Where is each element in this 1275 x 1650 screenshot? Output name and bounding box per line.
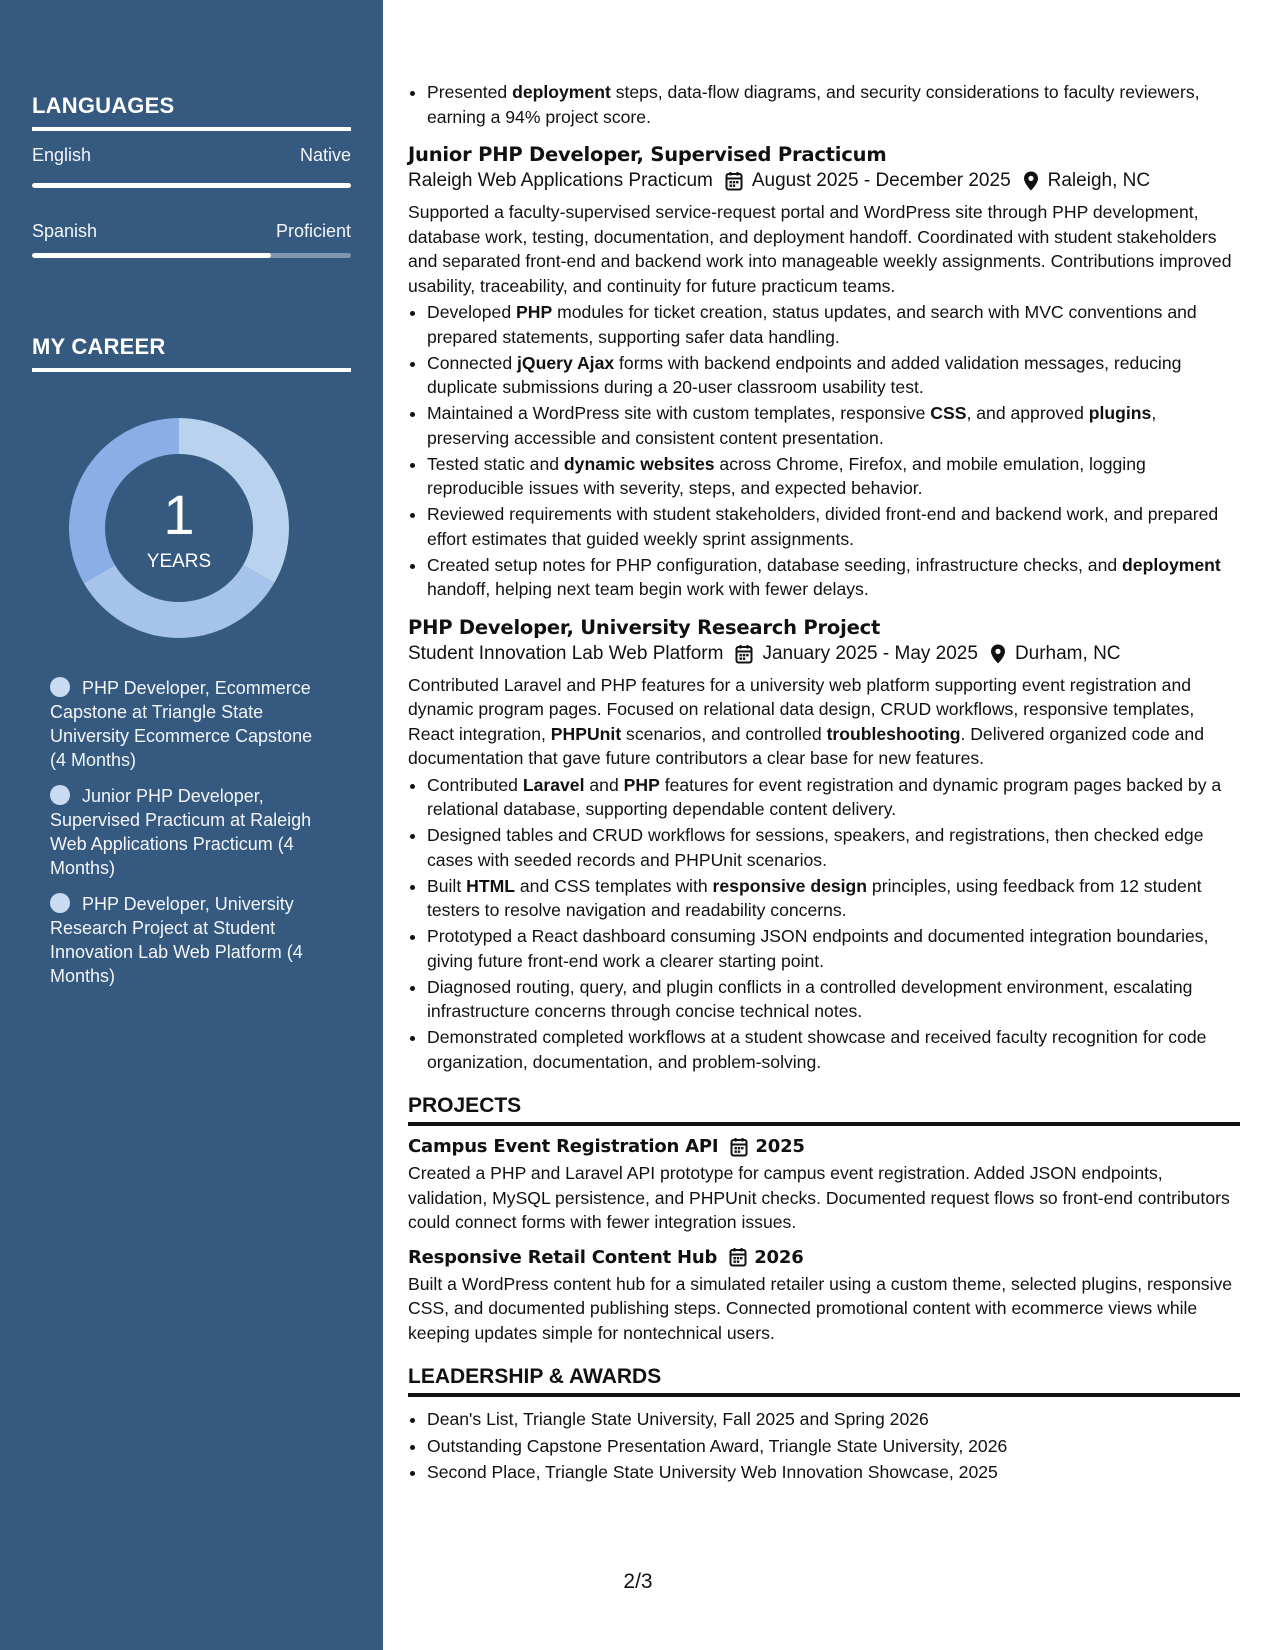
language-level: Proficient [275,221,351,241]
job-dates: January 2025 - May 2025 [762,642,978,664]
language-name: Spanish [32,221,98,241]
job-meta [408,170,1240,192]
bullet-item: • Demonstrated completed workflows at a student showcase and received faculty recognition for code organization, documentation, and problem-solving. [427,1025,1240,1074]
language-bar-english [32,183,351,188]
career-item [50,892,330,988]
project-description: Built a WordPress content hub for a simulated retailer using a custom theme, selected plugins, responsive CSS, and documented publishing steps. Connected promotional content with ecommerce views while keeping updates simple for nontechnical users. [408,1273,1233,1343]
bullet-item: • Contributed Laravel and PHP features for event registration and dynamic program pages backed by a relational database, supporting dependable content delivery. [427,773,1240,822]
language-bar-fill [32,253,271,258]
project-year: 2025 [755,1136,805,1157]
language-level: Native [299,145,351,165]
awards-heading: LEADERSHIP & AWARDS [408,1365,1240,1397]
calendar-icon [729,1247,747,1267]
bullet-item: • Connected jQuery Ajax forms with backend endpoints and added validation messages, reducing duplicate submissions during a 20-user classroom usability test. [427,351,1240,400]
project-title: Responsive Retail Content Hub [408,1246,718,1268]
location-pin-icon [990,644,1006,664]
calendar-icon [725,171,743,191]
career-list [50,676,330,1000]
project-title-row [408,1136,1240,1157]
languages-heading: LANGUAGES [32,93,351,131]
award-item: • Outstanding Capstone Presentation Award, Triangle State University, 2026 [427,1434,1240,1459]
career-item-text: Junior PHP Developer, Supervised Practicum at Raleigh Web Applications Practicum (4 Months) [50,786,312,878]
donut-segment-2 [84,565,275,638]
job-bullets [408,773,1240,1075]
calendar-icon [730,1137,748,1157]
career-item-text: PHP Developer, Ecommerce Capstone at Triangle State University Ecommerce Capstone (4 Months) [50,678,313,770]
career-item [50,784,330,880]
bullet-dot-icon [50,785,70,805]
main-content [408,0,1240,1487]
job-meta [408,643,1240,665]
bullet-item: • Maintained a WordPress site with custom templates, responsive CSS, and approved plugins, preserving accessible and consistent content presentation. [427,401,1240,450]
bullet-item: • Developed PHP modules for ticket creation, status updates, and search with MVC conventions and prepared statements, supporting safer data handling. [427,300,1240,349]
project-title-row [408,1247,1240,1268]
award-item: • Second Place, Triangle State University Web Innovation Showcase, 2025 [427,1460,1240,1485]
job-bullets [408,300,1240,602]
company-name: Student Innovation Lab Web Platform [408,642,724,664]
job-title: PHP Developer, University Research Project [408,615,881,639]
page-number: 2/3 [623,1570,653,1593]
job-title: Junior PHP Developer, Supervised Practicum [408,143,887,166]
intro-bullets [408,80,1240,129]
job-summary: Supported a faculty-supervised service-request portal and WordPress site through PHP development, database work, testing, documentation, and deployment handoff. Coordinated with student stakeholders and separated front-end and backend work into manageable weekly assignments. Contributions improved usability, traceability, and continuity for future practicum teams. [408,202,1232,296]
bullet-dot-icon [50,677,70,697]
company-name: Raleigh Web Applications Practicum [408,170,713,191]
bullet-item: • Presented deployment steps, data-flow diagrams, and security considerations to faculty reviewers, earning a 94% project score. [427,80,1240,129]
language-name: English [32,145,92,165]
job-dates: August 2025 - December 2025 [751,170,1011,191]
bullet-dot-icon [50,893,70,913]
projects-heading: PROJECTS [408,1094,1240,1126]
job-location: Raleigh, NC [1047,170,1151,191]
bullet-item: • Reviewed requirements with student stakeholders, divided front-end and backend work, and prepared effort estimates that guided weekly sprint assignments. [427,502,1240,551]
job-summary: Contributed Laravel and PHP features for a university web platform supporting event registration and dynamic program pages. Focused on relational data design, CRUD workflows, responsive templates, React integration, PHPUnit scenarios, and controlled troubleshooting. Delivered organized code and documentation that gave future contributors a clear base for new features. [408,674,1204,768]
project-year: 2026 [754,1246,804,1268]
project-title: Campus Event Registration API [408,1136,719,1157]
bullet-item: • Tested static and dynamic websites across Chrome, Firefox, and mobile emulation, logging reproducible issues with severity, steps, and expected behavior. [427,452,1240,501]
language-bar-spanish [32,253,351,258]
language-bar-fill [32,183,351,188]
job-location: Durham, NC [1014,642,1121,664]
career-years-number: 1 [163,483,195,546]
bullet-item: • Created setup notes for PHP configuration, database seeding, infrastructure checks, and deployment handoff, helping next team begin work with fewer delays. [427,553,1240,602]
project-description: Created a PHP and Laravel API prototype for campus event registration. Added JSON endpoints, validation, MySQL persistence, and PHPUnit checks. Documented request flows so front-end contributors could connect forms with fewer integration issues. [408,1163,1230,1232]
language-row-spanish [32,221,351,242]
career-item [50,676,330,772]
career-heading: MY CAREER [32,334,351,372]
sidebar [0,0,383,1650]
location-pin-icon [1023,171,1039,191]
career-item-text: PHP Developer, University Research Project at Student Innovation Lab Web Platform (4 Months) [50,894,303,986]
career-donut-chart [66,415,292,641]
bullet-item: • Built HTML and CSS templates with responsive design principles, using feedback from 12 student testers to resolve navigation and readability concerns. [427,874,1240,923]
bullet-item: • Prototyped a React dashboard consuming JSON endpoints and documented integration boundaries, giving future front-end work a clearer starting point. [427,924,1240,973]
calendar-icon [735,644,753,664]
career-years-label: YEARS [146,551,212,572]
award-item: • Dean's List, Triangle State University, Fall 2025 and Spring 2026 [427,1407,1240,1432]
awards-list [408,1407,1240,1485]
language-row-english [32,145,351,166]
bullet-item: • Diagnosed routing, query, and plugin conflicts in a controlled development environment, escalating infrastructure concerns through concise technical notes. [427,975,1240,1024]
bullet-item: • Designed tables and CRUD workflows for sessions, speakers, and registrations, then checked edge cases with seeded records and PHPUnit scenarios. [427,823,1240,872]
